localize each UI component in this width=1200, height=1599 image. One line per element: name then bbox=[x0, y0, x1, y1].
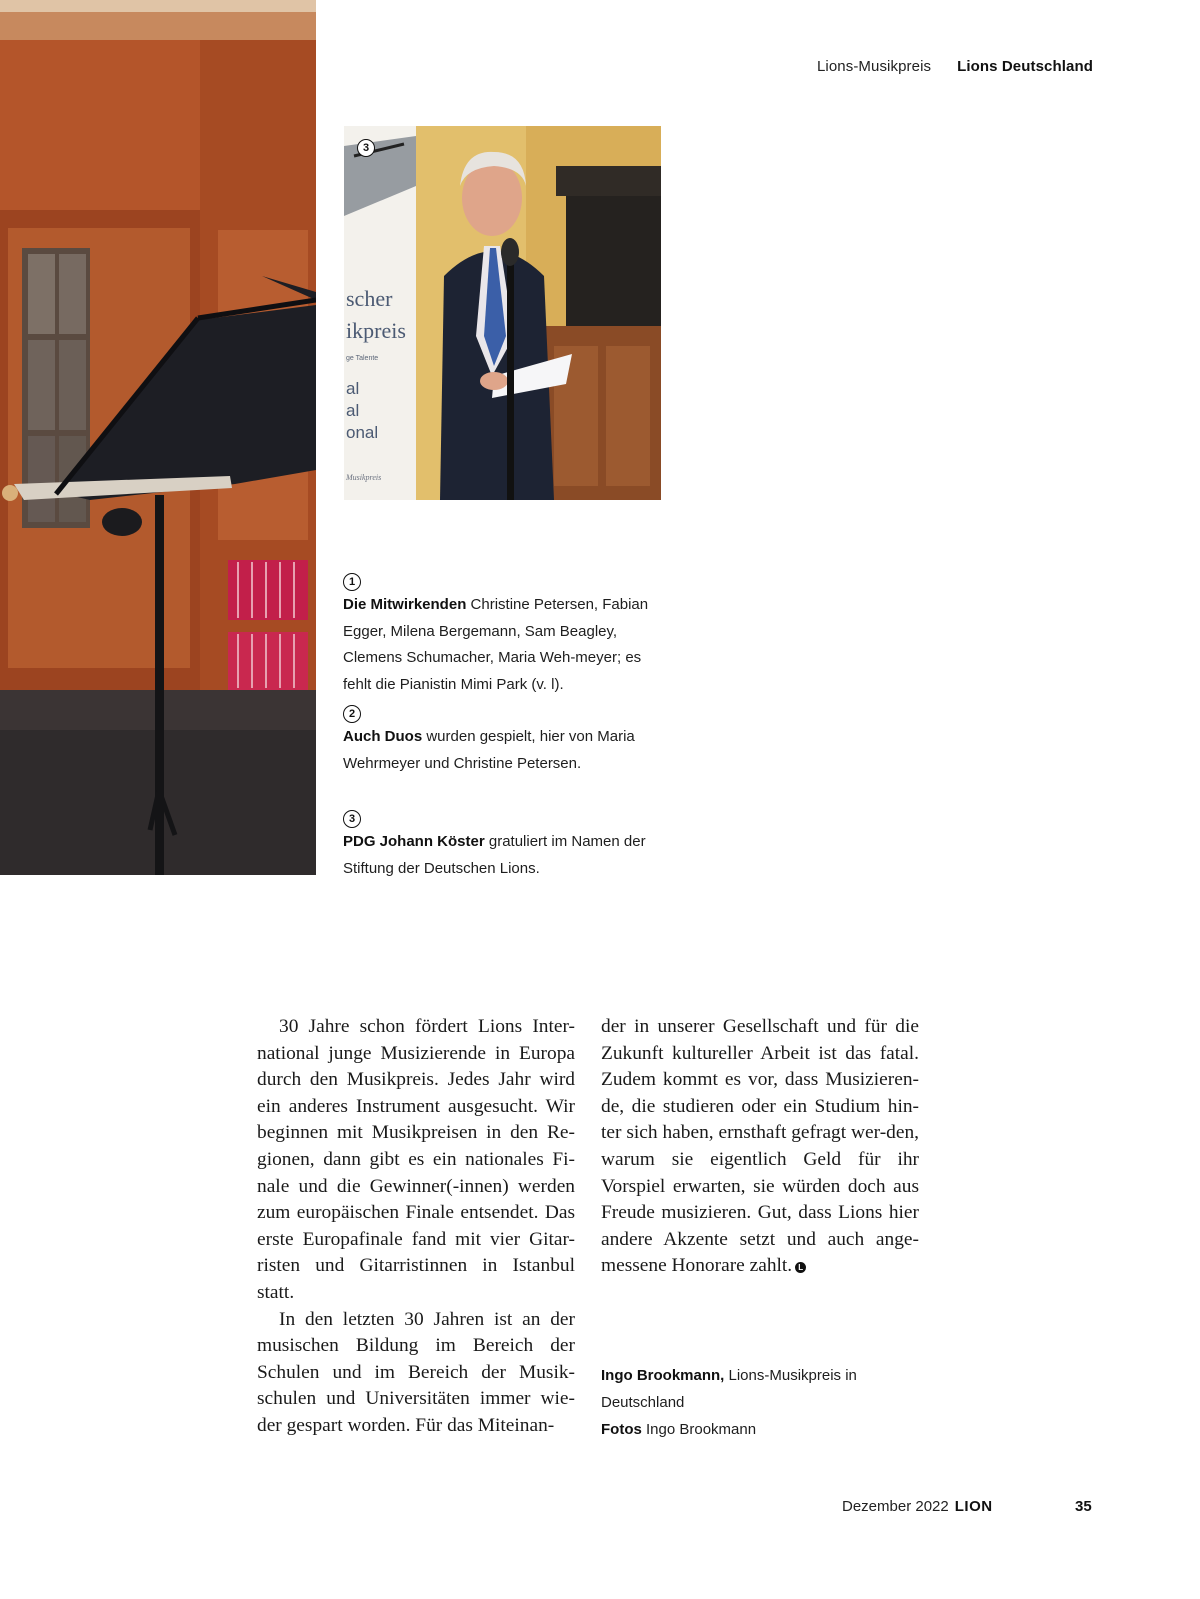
banner-word-3: ge Talente bbox=[346, 355, 379, 362]
caption-1-number: 1 bbox=[343, 573, 361, 591]
article-paragraph-1: 30 Jahre schon fördert Lions Inter-national junge Musizierende in Europa durch den Musikpreis. Jedes Jahr wird ein anderes Instrument ausgesucht. Wir beginnen mit Musikpreisen in den Re-gionen, dann gibt es ein nationales Fi-nale und die Gewinner(-innen) werden zum europäischen Finale entsendet. Das erste Europafinale fand mit vier Gitar-risten und Gitarristinnen in Istanbul statt. bbox=[257, 1016, 575, 1303]
caption-1-badge-wrap bbox=[343, 566, 673, 592]
photo-number-badge: 3 bbox=[357, 139, 375, 157]
caption-spacer bbox=[343, 777, 673, 803]
photo-captions bbox=[343, 566, 673, 882]
banner-word-5: al bbox=[346, 401, 360, 420]
magazine-name: LION bbox=[954, 1498, 993, 1515]
music-stand-illustration bbox=[0, 0, 316, 875]
article-column-left bbox=[257, 1014, 575, 1440]
banner-word-6: onal bbox=[346, 423, 379, 442]
caption-1-lead: Die Mitwirkenden bbox=[343, 596, 467, 613]
article-paragraph-3-text: der in unserer Gesellschaft und für die Zukunft kultureller Arbeit ist das fatal. Zudem kommt es vor, dass Musizieren-de, die studieren oder ein Studium hin-ter sich haben, ernsthaft gefragt wer-den, warum sie eigentlich Geld für ihr Vorspiel erwarten, sie würden doch aus Freude musizieren. Gut, dass Lions hier andere Akzente setzt und auch ange-messene Honorare zahlt. bbox=[601, 1016, 919, 1277]
photos-label: Fotos bbox=[601, 1421, 642, 1438]
page-number: 35 bbox=[1075, 1498, 1092, 1515]
speaker-illustration bbox=[344, 126, 661, 500]
caption-3 bbox=[343, 829, 673, 882]
caption-1-text: Christine Petersen, Fabian Egger, Milena Bergemann, Sam Beagley, Clemens Schumacher, Maria Weh-meyer; es fehlt die Pianistin Mimi Park (v. l). bbox=[343, 596, 649, 693]
banner-word-7: Musikpreis bbox=[346, 473, 382, 482]
caption-2-text: wurden gespielt, hier von Maria Wehrmeyer und Christine Petersen. bbox=[343, 728, 635, 772]
photo-credit bbox=[601, 1416, 901, 1443]
running-header bbox=[817, 58, 1093, 75]
photos-name: Ingo Brookmann bbox=[641, 1421, 757, 1438]
section-title: Lions-Musikpreis bbox=[816, 58, 932, 75]
photo-music-stand bbox=[0, 0, 316, 875]
banner-word-2: ikpreis bbox=[346, 318, 406, 343]
author-name: Ingo Brookmann, bbox=[601, 1367, 725, 1384]
caption-3-lead: PDG Johann Köster bbox=[343, 833, 485, 850]
caption-3-number: 3 bbox=[343, 810, 361, 828]
caption-1 bbox=[343, 592, 673, 698]
caption-2-badge-wrap bbox=[343, 698, 673, 724]
brand-title: Lions Deutschland bbox=[957, 58, 1093, 75]
article-paragraph-3 bbox=[601, 1014, 919, 1280]
caption-2 bbox=[343, 724, 673, 777]
caption-3-text: gratuliert im Namen der Stiftung der Deutschen Lions. bbox=[343, 833, 646, 877]
page-footer bbox=[842, 1498, 993, 1515]
end-mark-icon: L bbox=[795, 1262, 806, 1273]
issue-date: Dezember 2022 bbox=[842, 1498, 949, 1515]
article-column-right bbox=[601, 1014, 919, 1280]
article-credits bbox=[601, 1362, 901, 1443]
article-paragraph-2: In den letzten 30 Jahren ist an der musischen Bildung im Bereich der Schulen und im Bereich der Musik-schulen und Universitäten immer wie-der gespart worden. Für das Miteinan- bbox=[257, 1308, 575, 1436]
caption-2-number: 2 bbox=[343, 705, 361, 723]
banner-word-1: scher bbox=[346, 286, 393, 311]
banner-word-4: al bbox=[346, 379, 360, 398]
author-credit bbox=[601, 1362, 901, 1416]
author-role: Lions-Musikpreis in Deutschland bbox=[601, 1367, 857, 1411]
caption-3-badge-wrap bbox=[343, 803, 673, 829]
photo-speaker bbox=[344, 126, 661, 500]
caption-2-lead: Auch Duos bbox=[343, 728, 423, 745]
